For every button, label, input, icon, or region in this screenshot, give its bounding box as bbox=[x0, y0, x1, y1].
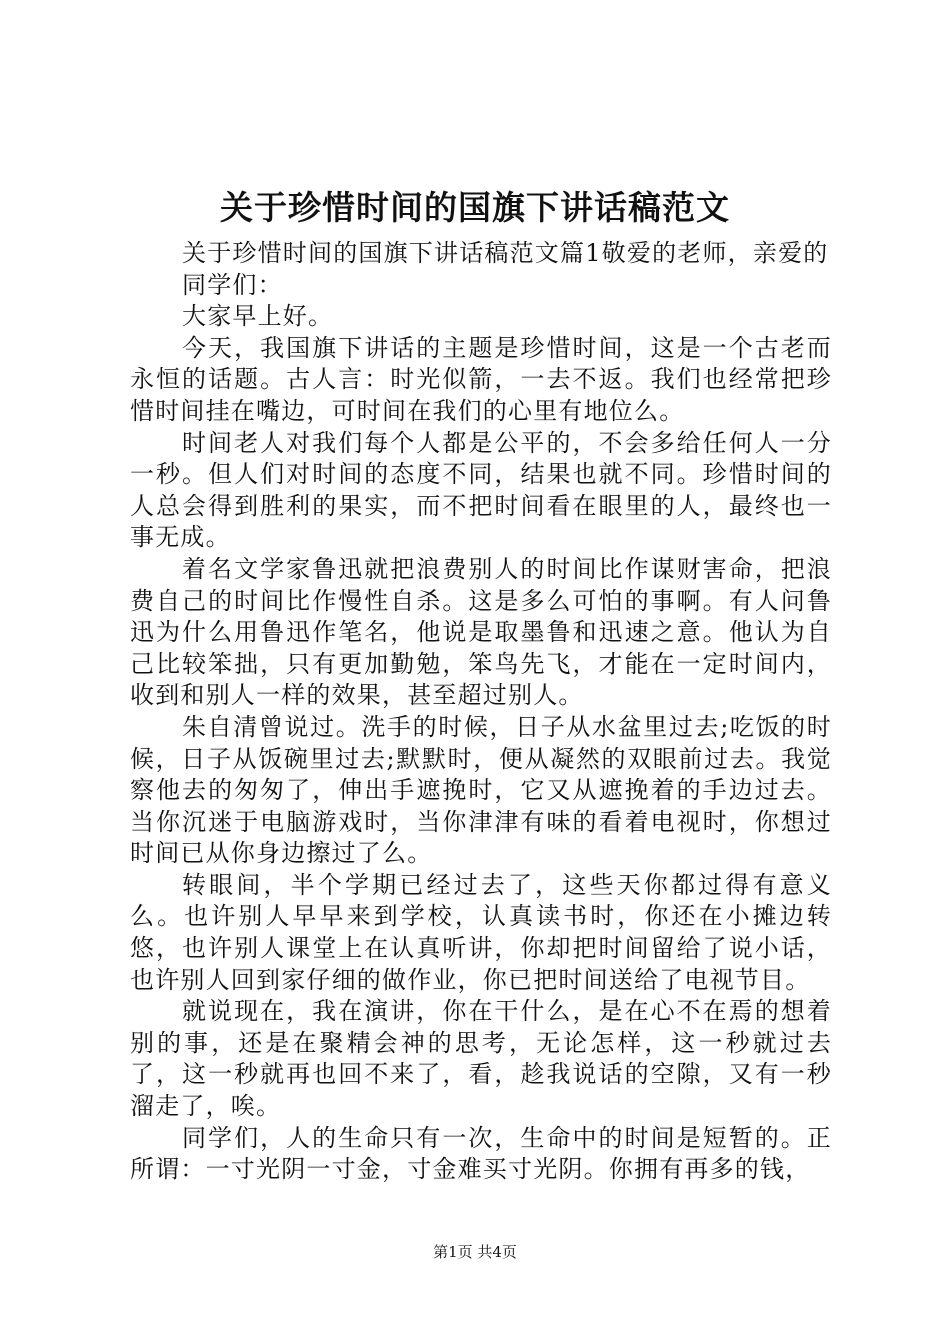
paragraph: 朱自清曾说过。洗手的时候，日子从水盆里过去;吃饭的时候，日子从饭碗里过去;默默时，便从凝然的双眼前过去。我觉察他去的匆匆了，伸出手遮挽时，它又从遮挽着的手边过去。当你沉迷于电脑游戏时，当你津津有味的看着电视时，你想过时间已从你身边擦过了么。 bbox=[130, 712, 832, 868]
document-title: 关于珍惜时间的国旗下讲话稿范文 bbox=[220, 188, 730, 227]
document-body bbox=[130, 238, 832, 1186]
paragraph: 同学们，人的生命只有一次，生命中的时间是短暂的。正所谓：一寸光阴一寸金，寸金难买寸光阴。你拥有再多的钱， bbox=[130, 1123, 832, 1184]
paragraph: 时间老人对我们每个人都是公平的，不会多给任何人一分一秒。但人们对时间的态度不同，结果也就不同。珍惜时间的人总会得到胜利的果实，而不把时间看在眼里的人，最终也一事无成。 bbox=[130, 428, 832, 552]
paragraph: 着名文学家鲁迅就把浪费别人的时间比作谋财害命，把浪费自己的时间比作慢性自杀。这是多么可怕的事啊。有人问鲁迅为什么用鲁迅作笔名，他说是取墨鲁和迅速之意。他认为自己比较笨拙，只有更加勤勉，笨鸟先飞，才能在一定时间内，收到和别人一样的效果，甚至超过别人。 bbox=[130, 554, 832, 710]
paragraph: 大家早上好。 bbox=[182, 302, 334, 331]
paragraph: 今天，我国旗下讲话的主题是珍惜时间，这是一个古老而永恒的话题。古人言：时光似箭，一去不返。我们也经常把珍惜时间挂在嘴边，可时间在我们的心里有地位么。 bbox=[130, 333, 832, 425]
paragraph: 关于珍惜时间的国旗下讲话稿范文篇1敬爱的老师，亲爱的 bbox=[182, 239, 829, 267]
paragraph: 转眼间，半个学期已经过去了，这些天你都过得有意义么。也许别人早早来到学校，认真读书时，你还在小摊边转悠，也许别人课堂上在认真听讲，你却把时间留给了说小话，也许别人回到家仔细的做作业，你已把时间送给了电视节目。 bbox=[130, 870, 832, 994]
paragraph: 就说现在，我在演讲，你在干什么，是在心不在焉的想着别的事，还是在聚精会神的思考，无论怎样，这一秒就过去了，这一秒就再也回不来了，看，趁我说话的空隙，又有一秒溜走了，唉。 bbox=[130, 997, 832, 1121]
paragraph: 同学们： bbox=[182, 270, 283, 299]
page-number-footer: 第1页 共4页 bbox=[433, 1243, 517, 1261]
